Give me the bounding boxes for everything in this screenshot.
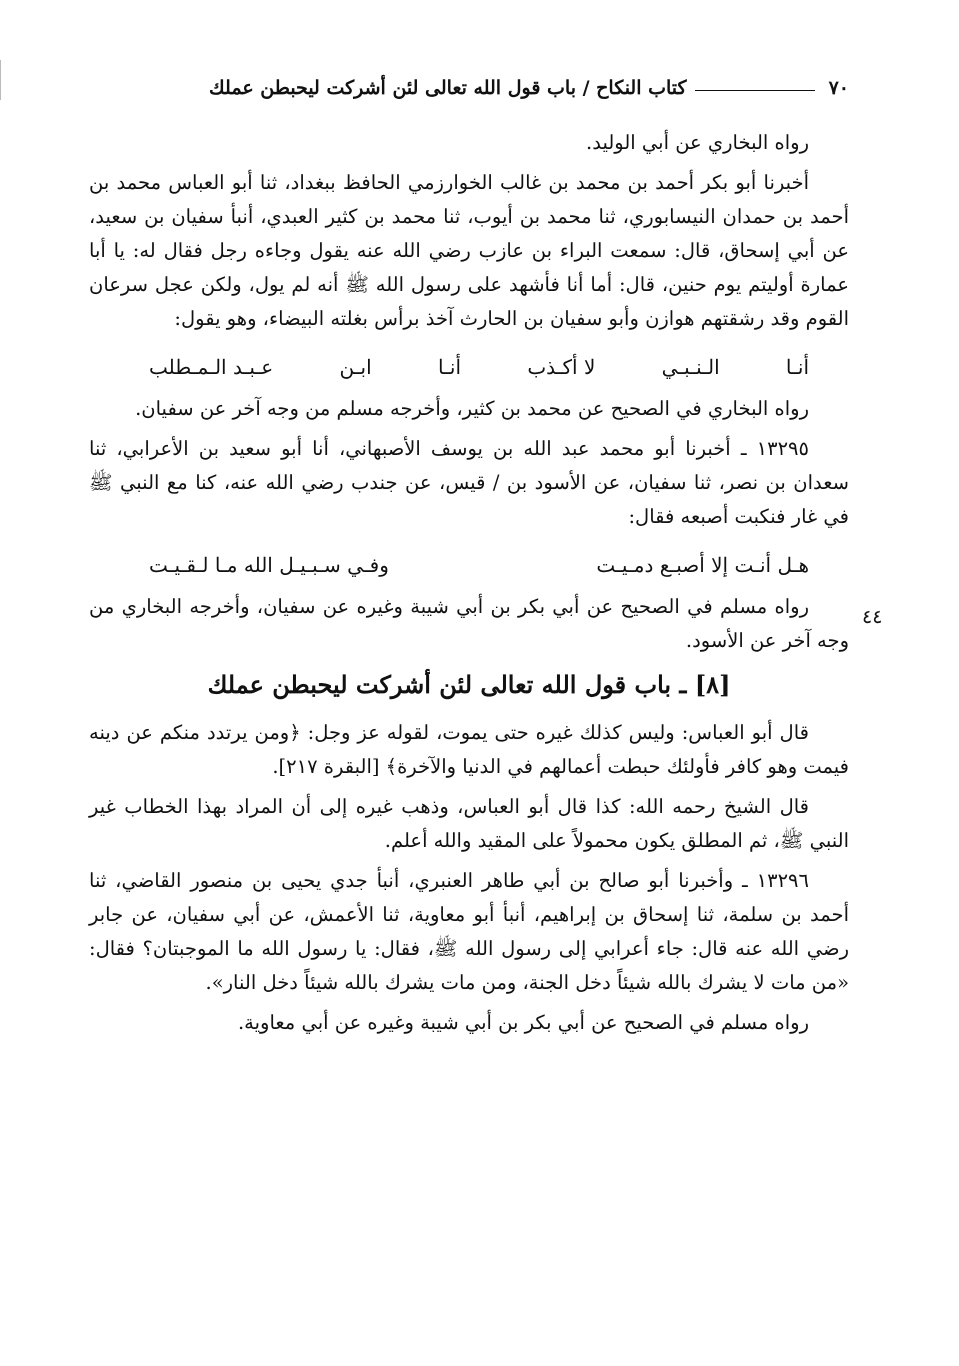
verse-hemistich: هـل أنـت إلا أصبـع دمـيـت: [596, 553, 809, 577]
page-number: ٧٠: [828, 77, 849, 99]
paragraph: رواه مسلم في الصحيح عن أبي بكر بن أبي شيبة وغيره عن سفيان، وأخرجه البخاري من وجه آخر عن الأسود.: [89, 595, 849, 652]
verse-word: أنـا: [437, 355, 462, 379]
paragraph: رواه البخاري عن أبي الوليد.: [586, 131, 809, 154]
paragraph: رواه البخاري في الصحيح عن محمد بن كثير، وأخرجه مسلم من وجه آخر عن سفيان.: [135, 397, 809, 420]
margin-volume-marker: ٤٤: [862, 606, 883, 628]
verse-word: الـنـبـي: [661, 355, 720, 379]
verse-word: ابـن: [339, 355, 372, 379]
running-title: كتاب النكاح / باب قول الله تعالى لئن أشركت ليحبطن عملك: [209, 77, 687, 99]
poetry-verse-1: [89, 342, 849, 392]
hadith-paragraph: ١٣٢٩٦ ـ وأخبرنا أبو صالح بن أبي طاهر العنبري، أنبأ جدي يحيى بن منصور القاضي، ثنا أحمد بن سلمة، ثنا إسحاق بن إبراهيم، أنبأ أبو معاوية، ثنا الأعمش، عن أبي سفيان، عن جابر رضي الله عنه قال: جاء أعرابي إلى رسول الله ﷺ، فقال: يا رسول الله ما الموجبتان؟ فقال: «من مات لا يشرك بالله شيئاً دخل الجنة، ومن مات يشرك بالله شيئاً دخل النار».: [89, 869, 849, 994]
paragraph: قال أبو العباس: وليس كذلك غيره حتى يموت، لقوله عز وجل: ﴿ومن يرتدد منكم عن دينه فيمت وهو كافر فأولئك حبطت أعمالهم في الدنيا والآخرة﴾ [البقرة ٢١٧].: [89, 721, 849, 778]
hadith-paragraph: ١٣٢٩٥ ـ أخبرنا أبو محمد عبد الله بن يوسف الأصبهاني، أنا أبو سعيد بن الأعرابي، ثنا سعدان بن نصر، ثنا سفيان، عن الأسود بن / قيس، عن جندب رضي الله عنه، كنا مع النبي ﷺ في غار فنكبت أصبعه فقال:: [89, 437, 849, 528]
paragraph: رواه مسلم في الصحيح عن أبي بكر بن أبي شيبة وغيره عن أبي معاوية.: [237, 1011, 809, 1034]
verse-word: أنـا: [785, 355, 809, 379]
page-body: [89, 126, 849, 1046]
verse-word: عـبـد الـمـطلب: [149, 355, 274, 379]
verse-word: لا أكـذب: [527, 355, 596, 379]
paragraph: قال الشيخ رحمه الله: كذا قال أبو العباس، وذهب غيره إلى أن المراد بهذا الخطاب غير النبي ﷺ، ثم المطلق يكون محمولاً على المقيد والله أعلم.: [89, 795, 849, 852]
paragraph: أخبرنا أبو بكر أحمد بن محمد بن غالب الخوارزمي الحافظ ببغداد، ثنا أبو العباس محمد بن أحمد بن حمدان النيسابوري، ثنا محمد بن أيوب، ثنا محمد بن كثير العبدي، أنبأ سفيان بن سعيد، عن أبي إسحاق، قال: سمعت البراء بن عازب رضي الله عنه يقول وجاءه رجل فقال له: يا أبا عمارة أوليتم يوم حنين، قال: أما أنا فأشهد على رسول الله ﷺ أنه لم يول، ولكن عجل سرعان القوم وقد رشقتهم هوازن وأبو سفيان بن الحارث آخذ برأس بغلته البيضاء، وهو يقول:: [89, 171, 849, 330]
poetry-verse-2: [89, 540, 849, 590]
verse-hemistich: وفـي سـبـيـل الله مـا لـقـيـت: [149, 553, 389, 577]
running-header: [89, 68, 849, 108]
header-rule: [695, 90, 815, 91]
page-edge-mark: [0, 60, 4, 100]
chapter-heading: [٨] ـ باب قول الله تعالى لئن أشركت ليحبطن عملك: [207, 670, 731, 699]
